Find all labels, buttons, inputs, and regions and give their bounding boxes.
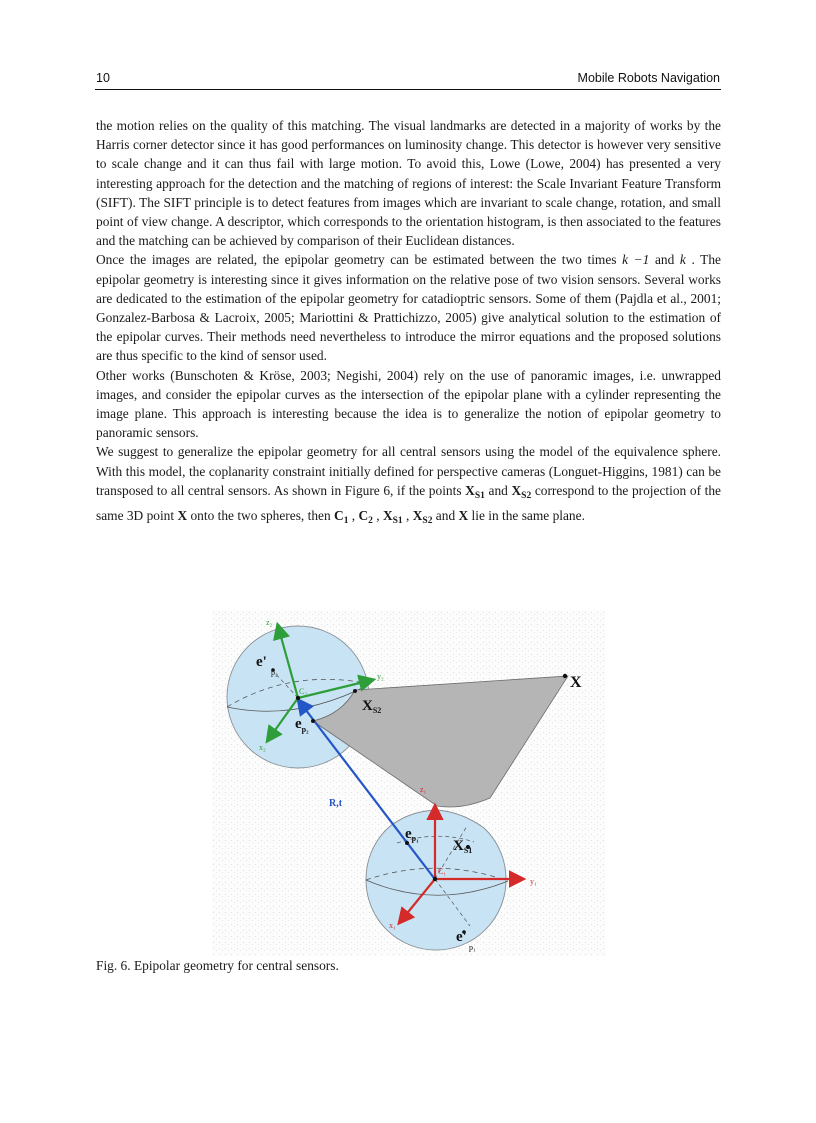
page-number: 10 <box>96 71 110 85</box>
label-c1: C₁ <box>438 867 447 876</box>
symbol-c1: $C_1$ <box>334 508 349 527</box>
symbol-x-b: X <box>458 508 469 524</box>
figure-caption: Fig. 6. Epipolar geometry for central sensors. <box>96 958 339 973</box>
paragraph-3: Other works (Bunschoten & Kröse, 2003; Negishi, 2004) rely on the use of panoramic images, i.e. unwrapped images, and consider the epipolar curves as the intersection of the epipolar plane with a cylinder representing the image plane. This approach is interesting because the idea is to generalize the notion of epipolar geometry to panoramic sensors. <box>96 367 721 441</box>
math-k: k <box>679 252 686 268</box>
math-k-minus-1: k −1 <box>622 252 650 268</box>
label-y2: y₂ <box>377 672 384 681</box>
label-xs2: $X_{S2}$ <box>362 698 382 715</box>
paragraph-2 <box>96 250 721 365</box>
label-z2: z₂ <box>266 618 273 627</box>
paragraph-4: We suggest to generalize the epipolar geometry for all central sensors using the model of the equivalence sphere. With this model, the coplanarity constraint initially defined for perspective cameras (Longuet-Higgins, 1981) can be transposed to all central sensors. As shown in Figure 6, if the points $X_{S1}$ and $X_{S2}$ correspond to the projection of the same 3D point X onto the two spheres, then $C_1$ , $C_2$ , $X_{S1}$ , $X_{S2}$ and X lie in the same plane. <box>96 444 722 527</box>
running-title: Mobile Robots Navigation <box>577 71 720 85</box>
symbol-xs1: $X_{S1}$ <box>465 482 485 501</box>
symbol-xs2-b: $X_{S2}$ <box>412 508 433 527</box>
label-x2: x₂ <box>259 743 266 752</box>
page-header <box>95 71 721 90</box>
symbol-xs1-b: $X_{S1}$ <box>382 508 403 527</box>
label-ep2-prime-sub: p₂ <box>271 668 278 677</box>
label-rt: R,t <box>329 798 343 809</box>
paragraph-4-text-c: correspond to the projection of the same 3D point <box>96 482 722 524</box>
paragraph-2-rest: . The epipolar geometry is interesting since it gives information on the relative pose of two vision sensors. Several works are dedicated to the estimation of the epipolar geometry for catadioptric sensors. Some of them (Pajdla et al., 2001; Gonzalez-Barbosa & Lacroix, 2005; Mariottini & Prattichizzo, 2005) give analytical solution to the estimation of the epipolar curves. Their methods need nevertheless to introduce the mirror equations and the proposed solutions are thus specific to the kind of sensor used. <box>96 252 722 364</box>
symbol-x: X <box>177 508 188 524</box>
paragraph-1: the motion relies on the quality of this matching. The visual landmarks are detected in a majority of works by the Harris corner detector since it has good performances on luminosity change. This detector is however very sensitive to scale change and it can thus fail with large motion. To avoid this, Lowe (Lowe, 2004) has presented a very interesting approach for the detection and the matching of regions of interest: the Scale Invariant Feature Transform (SIFT). The SIFT principle is to detect features from images which are invariant to scale change, rotation, and small point of view change. A descriptor, which corresponds to the orientation histogram, is then associated to the features and the matching can be achieved by comparison of their Euclidean distances. <box>96 118 721 249</box>
paragraph-2-text: Once the images are related, the epipolar geometry can be estimated between the two times <box>96 252 623 268</box>
symbol-xs2: $X_{S2}$ <box>511 482 532 501</box>
paragraph-4-text-f: lie in the same plane. <box>468 508 585 524</box>
label-ep1-prime: e' <box>456 929 467 945</box>
symbol-c2: $C_2$ <box>358 508 373 527</box>
body-text <box>96 116 721 531</box>
label-y1: y₁ <box>530 877 537 886</box>
label-x1: x₁ <box>389 921 396 930</box>
paragraph-4-text-a: We suggest to generalize the epipolar geometry for all central sensors using the model of the equivalence sphere. With this model, the coplanarity constraint initially defined for perspective cameras (Longuet-Higgins, 1981) can be transposed to all central sensors. As shown in Figure 6, if the points <box>96 444 721 498</box>
label-ep1-prime-sub: p₁ <box>469 943 476 952</box>
label-xs1: $X_{S1}$ <box>453 838 473 855</box>
label-z1: z₁ <box>420 785 427 794</box>
label-ep1: $e_{p_1}$ <box>405 826 419 843</box>
label-c2: C₂ <box>299 687 308 696</box>
paragraph-4-text-b: and <box>484 482 512 498</box>
label-x: X <box>570 674 582 691</box>
label-ep2: $e_{p_2}$ <box>295 716 309 734</box>
paragraph-2-and: and <box>649 252 680 268</box>
label-ep2-prime: e' <box>256 654 267 670</box>
figure-epipolar-geometry <box>212 610 606 956</box>
paragraph-4-text-e: and <box>432 508 459 524</box>
paragraph-4-text-d: onto the two spheres, then <box>187 508 335 524</box>
